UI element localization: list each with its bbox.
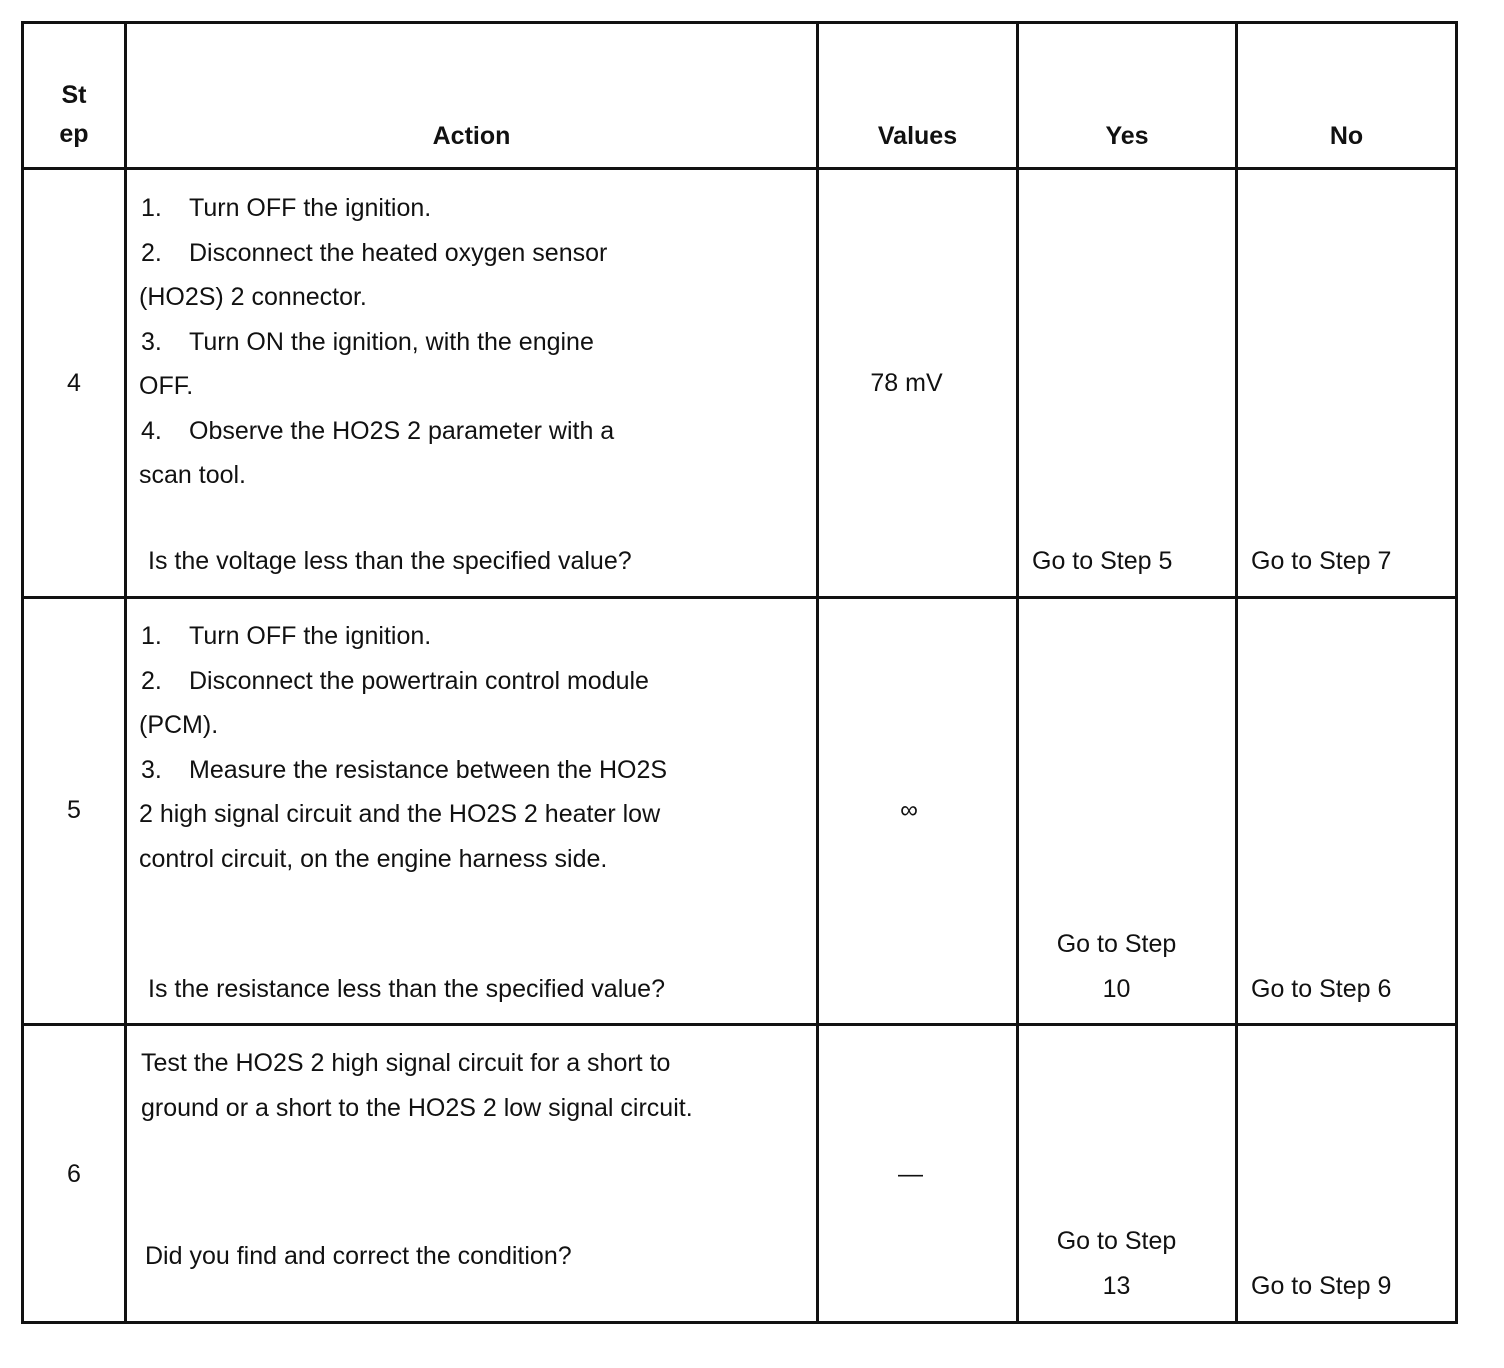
header-no: No — [1329, 122, 1364, 150]
action-line: 3. Measure the resistance between the HO2S — [141, 755, 668, 784]
no-result: Go to Step 6 — [1251, 975, 1392, 1003]
column-divider — [816, 21, 819, 1324]
action-line: 4. Observe the HO2S 2 parameter with a — [141, 416, 615, 445]
action-question: Is the resistance less than the specified value? — [148, 975, 665, 1003]
table-border-top — [21, 21, 1458, 24]
action-line: OFF. — [139, 372, 194, 400]
action-line: Test the HO2S 2 high signal circuit for a short to — [141, 1049, 671, 1077]
action-line: (PCM). — [139, 711, 219, 739]
action-line: ground or a short to the HO2S 2 low signal circuit. — [141, 1093, 693, 1122]
action-line: scan tool. — [139, 461, 247, 489]
header-step-line2: ep — [59, 120, 89, 148]
step-number: 6 — [67, 1160, 81, 1188]
row-divider — [21, 1023, 1458, 1026]
action-line: 1. Turn OFF the ignition. — [141, 622, 432, 650]
yes-result: Go to Step 13 — [1056, 1227, 1177, 1300]
action-line: 1. Turn OFF the ignition. — [141, 194, 432, 222]
action-line: 2. Disconnect the heated oxygen sensor — [141, 238, 608, 267]
row-divider — [21, 167, 1458, 170]
action-line: 2 high signal circuit and the HO2S 2 heater low — [139, 800, 661, 828]
action-question: Is the voltage less than the specified value? — [148, 547, 632, 575]
step-number: 4 — [67, 369, 81, 397]
step-number: 5 — [67, 796, 81, 824]
action-line: 2. Disconnect the powertrain control module — [141, 666, 649, 695]
column-divider — [1016, 21, 1019, 1324]
action-steps — [141, 1041, 809, 1130]
header-values: Values — [877, 122, 958, 150]
action-steps — [139, 186, 809, 498]
no-result: Go to Step 9 — [1251, 1272, 1392, 1300]
action-line: (HO2S) 2 connector. — [139, 283, 367, 311]
header-yes: Yes — [1105, 122, 1149, 150]
yes-result: Go to Step 5 — [1032, 547, 1173, 575]
column-divider — [1235, 21, 1238, 1324]
header-step-line1: St — [61, 81, 87, 109]
yes-result: Go to Step 10 — [1056, 930, 1177, 1003]
header-action: Action — [432, 122, 511, 150]
spec-value: — — [898, 1160, 923, 1188]
table-border-right — [1455, 21, 1458, 1324]
action-steps — [139, 614, 809, 881]
column-divider — [124, 21, 127, 1324]
diagnostic-table — [21, 21, 1458, 1324]
no-result: Go to Step 7 — [1251, 547, 1392, 575]
action-line: control circuit, on the engine harness side. — [139, 844, 608, 873]
row-divider — [21, 596, 1458, 599]
spec-value: 78 mV — [870, 369, 943, 397]
spec-value: ∞ — [900, 796, 918, 824]
table-border-left — [21, 21, 24, 1324]
action-question: Did you find and correct the condition? — [145, 1242, 572, 1270]
action-line: 3. Turn ON the ignition, with the engine — [141, 327, 594, 356]
header-step — [24, 76, 124, 154]
